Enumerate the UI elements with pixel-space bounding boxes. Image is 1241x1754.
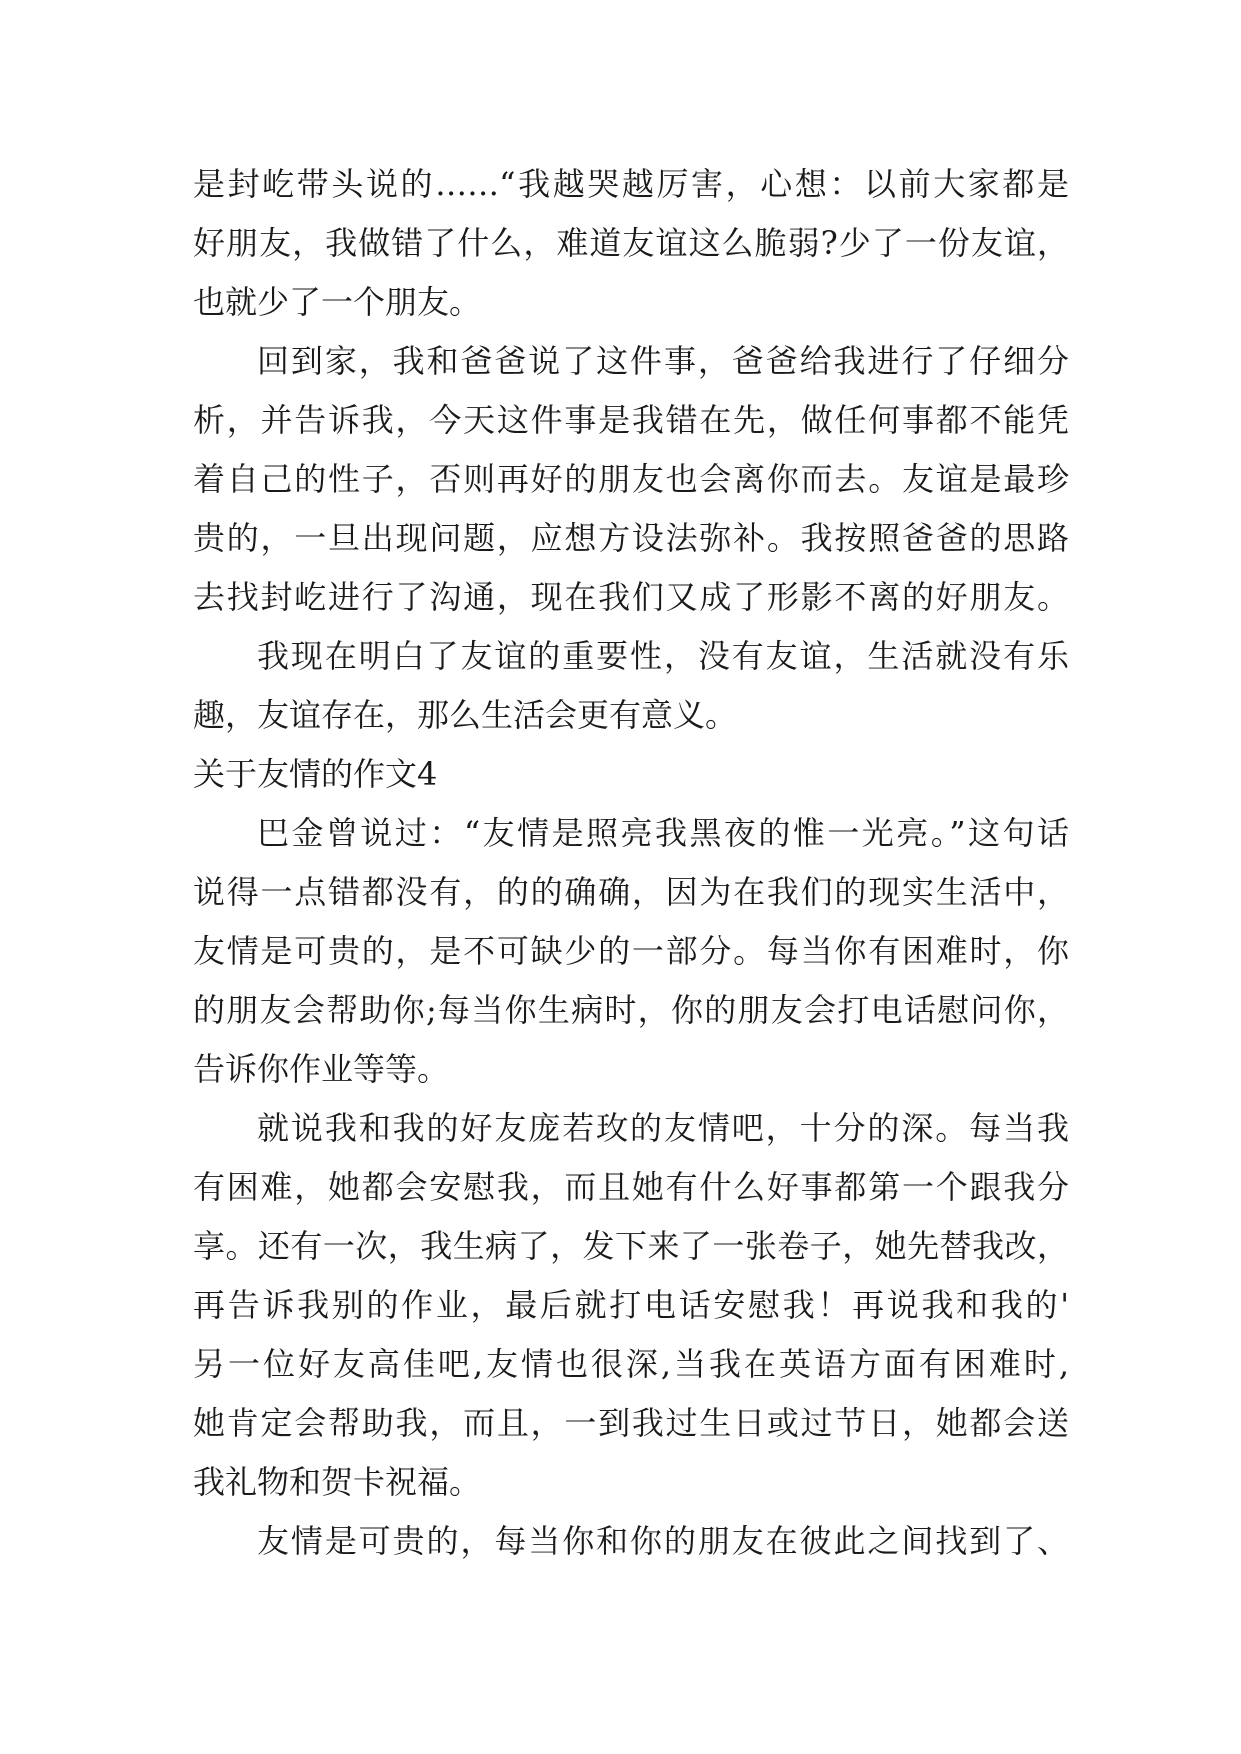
text-line: 友情是可贵的，是不可缺少的一部分。每当你有困难时，你 bbox=[193, 932, 1069, 970]
text-line: 另一位好友高佳吧,友情也很深,当我在英语方面有困难时, bbox=[193, 1345, 1069, 1383]
text-line: 说得一点错都没有，的的确确，因为在我们的现实生活中， bbox=[193, 873, 1069, 911]
text-line: 是封屹带头说的……“我越哭越厉害，心想：以前大家都是 bbox=[193, 165, 1069, 203]
text-line: 巴金曾说过：“友情是照亮我黑夜的惟一光亮。”这句话 bbox=[257, 814, 1069, 852]
text-line: 她肯定会帮助我，而且，一到我过生日或过节日，她都会送 bbox=[193, 1404, 1069, 1442]
text-line: 就说我和我的好友庞若玫的友情吧，十分的深。每当我 bbox=[257, 1109, 1069, 1147]
text-line: 的朋友会帮助你;每当你生病时，你的朋友会打电话慰问你， bbox=[193, 991, 1069, 1029]
text-line: 有困难，她都会安慰我，而且她有什么好事都第一个跟我分 bbox=[193, 1168, 1069, 1206]
text-line: 享。还有一次，我生病了，发下来了一张卷子，她先替我改， bbox=[193, 1227, 1069, 1265]
text-line: 回到家，我和爸爸说了这件事，爸爸给我进行了仔细分 bbox=[257, 342, 1069, 380]
text-line: 也就少了一个朋友。 bbox=[193, 283, 482, 321]
text-line: 着自己的性子，否则再好的朋友也会离你而去。友谊是最珍 bbox=[193, 460, 1069, 498]
document-body bbox=[193, 155, 1069, 1571]
text-line: 再告诉我别的作业，最后就打电话安慰我！再说我和我的' bbox=[193, 1286, 1069, 1324]
text-line: 贵的，一旦出现问题，应想方设法弥补。我按照爸爸的思路 bbox=[193, 519, 1069, 557]
text-line: 好朋友，我做错了什么，难道友谊这么脆弱?少了一份友谊， bbox=[193, 224, 1069, 262]
text-line: 我礼物和贺卡祝福。 bbox=[193, 1463, 482, 1501]
text-line: 告诉你作业等等。 bbox=[193, 1050, 450, 1088]
text-line: 我现在明白了友谊的重要性，没有友谊，生活就没有乐 bbox=[257, 637, 1069, 675]
text-line: 趣，友谊存在，那么生活会更有意义。 bbox=[193, 696, 738, 734]
text-line: 析，并告诉我，今天这件事是我错在先，做任何事都不能凭 bbox=[193, 401, 1069, 439]
text-line: 友情是可贵的，每当你和你的朋友在彼此之间找到了、 bbox=[257, 1522, 1069, 1560]
text-line: 去找封屹进行了沟通，现在我们又成了形影不离的好朋友。 bbox=[193, 578, 1069, 616]
section-heading: 关于友情的作文4 bbox=[193, 755, 438, 793]
